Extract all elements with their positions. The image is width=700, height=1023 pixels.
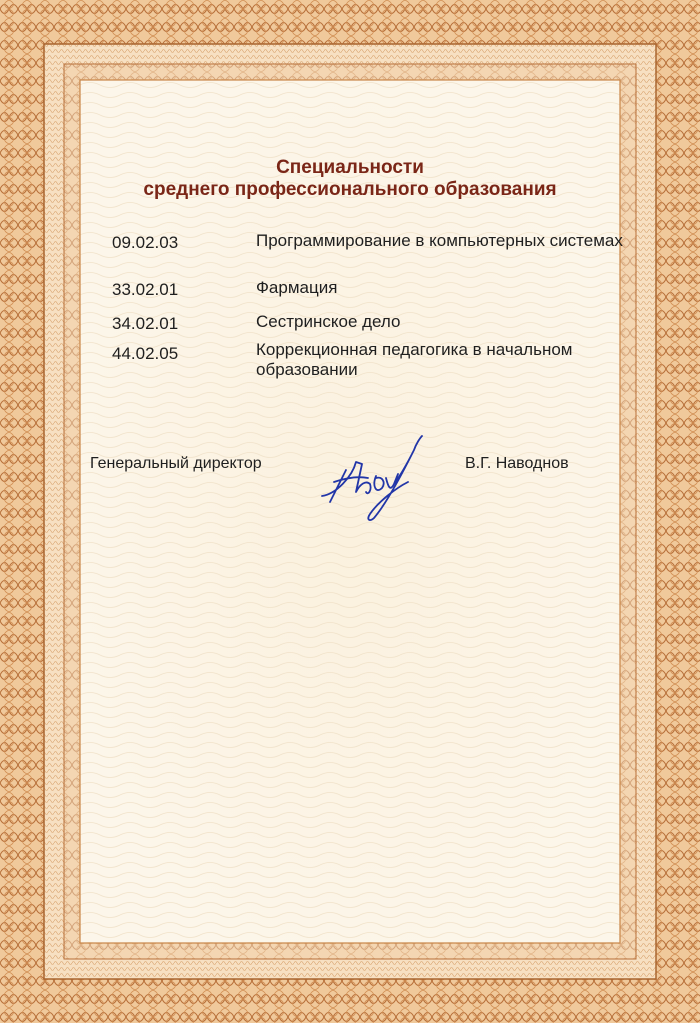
signatory-position: Генеральный директор [90,455,262,472]
specialty-name: Фармация [256,278,338,297]
specialty-code: 09.02.03 [112,233,179,252]
handwritten-signature [316,432,428,524]
signatory-name: В.Г. Наводнов [465,455,569,472]
page-title: Специальности [276,157,424,178]
specialty-name: Сестринское дело [256,312,401,331]
specialty-name: Программирование в компьютерных системах [256,231,623,250]
specialty-code: 33.02.01 [112,280,179,299]
specialty-code: 34.02.01 [112,314,179,333]
specialty-name: Коррекционная педагогика в начальном образовании [256,340,573,379]
specialty-code: 44.02.05 [112,344,179,363]
page-subtitle: среднего профессионального образования [143,179,557,200]
